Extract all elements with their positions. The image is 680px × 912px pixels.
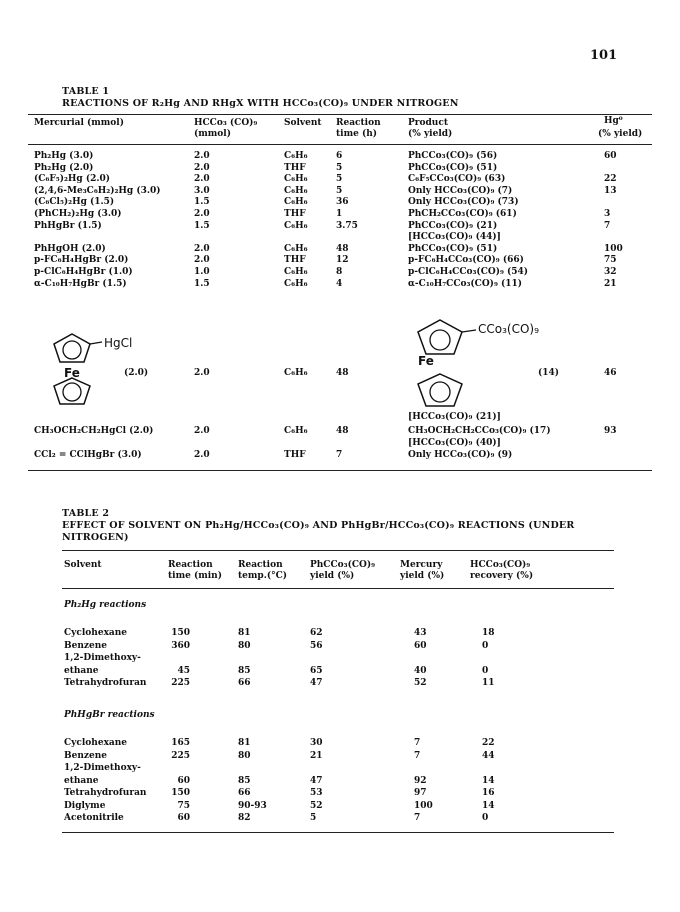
t1-r9-c5: 75 [604, 255, 617, 266]
t2b-r5-c4: 100 [414, 800, 433, 811]
table2-title-line2: NITROGEN) [62, 532, 129, 543]
t2b-r4-c2: 66 [238, 788, 251, 798]
t1-r3-c4: Only HCCo₃(CO)₉ (7) [408, 185, 513, 196]
ferrocene-yield: (14) [538, 368, 560, 378]
t2a-r4-c4: 52 [414, 678, 427, 688]
t1-h-hcco: HCCo₃ (CO)₉ [194, 118, 258, 128]
t1-tail-r2-c3: 7 [336, 450, 343, 460]
t1-tail-r0-c4: CH₃OCH₂CH₂CCo₃(CO)₉ (17) [408, 426, 551, 436]
t1-r2-c2: C₆H₆ [284, 174, 308, 185]
t2a-r0-c3: 62 [310, 628, 323, 638]
t2b-r5-c3: 52 [310, 800, 323, 811]
t2b-r4-c0: Tetrahydrofuran [64, 788, 147, 798]
t1-r11-c0: α-C₁₀H₇HgBr (1.5) [34, 278, 127, 289]
t1-r4-c0: (C₆Cl₅)₂Hg (1.5) [34, 197, 115, 208]
t2b-r3-c0: ethane [64, 775, 99, 786]
t1-r8-c5: 100 [604, 243, 623, 254]
t2a-r4-c5: 11 [482, 678, 495, 688]
t2b-r1-c4: 7 [414, 750, 421, 761]
t2b-r3-c5: 14 [482, 775, 495, 786]
t2-h-mercury: Mercury [400, 560, 443, 570]
table2-label: TABLE 2 [62, 508, 110, 519]
t2a-r0-c1: 150 [171, 628, 190, 638]
t2a-r3-c2: 85 [238, 665, 251, 676]
t1-r3-c1: 3.0 [194, 185, 210, 196]
t1-r9-c0: p-FC₆H₄HgBr (2.0) [34, 255, 129, 266]
t2b-r4-c4: 97 [414, 788, 427, 798]
table2-top-rule [62, 550, 614, 551]
t1-r0-c1: 2.0 [194, 151, 210, 161]
ferrocene-hcco: 2.0 [194, 368, 210, 378]
t2a-r1-c2: 80 [238, 640, 251, 651]
t2b-r5-c5: 14 [482, 800, 495, 811]
t2a-r0-c5: 18 [482, 628, 495, 638]
t2b-r5-c0: Diglyme [64, 800, 106, 811]
t1-h-mercurial: Mercurial (mmol) [34, 118, 124, 128]
t2a-r3-c3: 65 [310, 665, 323, 676]
t1-h-time: time (h) [336, 129, 378, 139]
t2b-r6-c1: 60 [177, 813, 190, 823]
t1-r3-c3: 5 [336, 185, 343, 196]
t1-r8-c3: 48 [336, 243, 349, 254]
t1-r2-c0: (C₆F₅)₂Hg (2.0) [34, 174, 110, 185]
t1-r11-c3: 4 [336, 278, 343, 289]
t2b-r1-c0: Benzene [64, 750, 107, 761]
t2a-r3-c1: 45 [177, 665, 190, 676]
t1-r0-c2: C₆H₆ [284, 151, 308, 161]
t2-h-temp-unit: temp.(°C) [238, 571, 288, 581]
t2b-r5-c2: 90-93 [238, 800, 267, 811]
t1-h-hg: Hg⁰ [604, 116, 623, 126]
t1-tail-r2-c4: Only HCCo₃(CO)₉ (9) [408, 450, 513, 460]
t2a-r3-c5: 0 [482, 665, 489, 676]
t2b-r5-c1: 75 [177, 800, 190, 811]
t2b-r1-c1: 225 [171, 750, 190, 761]
t1-r6-c3: 3.75 [336, 220, 358, 231]
t1-r6-c1: 1.5 [194, 220, 210, 231]
t1-r8-c0: PhHgOH (2.0) [34, 243, 106, 254]
t2b-r1-c5: 44 [482, 750, 495, 761]
t2a-r0-c2: 81 [238, 628, 251, 638]
t2a-r1-c5: 0 [482, 640, 489, 651]
t2-section-ph2hg: Ph₂Hg reactions [64, 600, 147, 610]
t1-r10-c0: p-ClC₆H₄HgBr (1.0) [34, 267, 133, 277]
t2b-r6-c2: 82 [238, 813, 251, 823]
t1-h-product: Product [408, 118, 448, 128]
t1-r11-c4: α-C₁₀H₇CCo₃(CO)₉ (11) [408, 278, 523, 289]
t1-r1-c1: 2.0 [194, 162, 210, 173]
t1-r10-c4: p-ClC₆H₄CCo₃(CO)₉ (54) [408, 267, 529, 277]
t1-r6-c0: PhHgBr (1.5) [34, 220, 102, 231]
t2a-r1-c1: 360 [171, 640, 190, 651]
t1-r1-c3: 5 [336, 162, 343, 173]
t1-r4-c1: 1.5 [194, 197, 210, 208]
t2b-r6-c3: 5 [310, 813, 317, 823]
t1-r6-c4: PhCCo₃(CO)₉ (21) [408, 220, 498, 231]
t2b-r3-c1: 60 [177, 775, 190, 786]
t1-r6-c2: C₆H₆ [284, 220, 308, 231]
t1-h-hg-yield: (% yield) [598, 129, 643, 139]
table1-title: REACTIONS OF R₂Hg AND RHgX WITH HCCo₃(CO)₉ UNDER NITROGEN [62, 98, 459, 109]
t2-h-solvent: Solvent [64, 560, 102, 570]
t1-tail-r1-c4: [HCCo₃(CO)₉ (40)] [408, 438, 501, 448]
t1-r4-c3: 36 [336, 197, 349, 208]
ferrocene-hgcl-label: HgCl [104, 336, 133, 350]
t2a-r2-c0: 1,2-Dimethoxy- [64, 653, 141, 663]
t1-r9-c2: THF [284, 255, 306, 266]
t2-h-mercury-yield: yield (%) [400, 571, 445, 581]
t1-r2-c3: 5 [336, 174, 343, 185]
ferrocene-mmol: (2.0) [124, 368, 149, 378]
t1-r5-c4: PhCH₂CCo₃(CO)₉ (61) [408, 209, 517, 219]
table1-bottom-rule [28, 470, 652, 471]
t2-h-reaction-temp: Reaction [238, 560, 283, 570]
t1-r4-c4: Only HCCo₃(CO)₉ (73) [408, 197, 519, 208]
t2b-r6-c0: Acetonitrile [64, 813, 124, 823]
t2b-r1-c3: 21 [310, 750, 323, 761]
t1-r11-c1: 1.5 [194, 278, 210, 289]
ferrocene-time: 48 [336, 368, 349, 378]
t2a-r0-c4: 43 [414, 628, 427, 638]
t1-r0-c0: Ph₂Hg (3.0) [34, 151, 94, 161]
t1-r8-c1: 2.0 [194, 243, 210, 254]
t1-r2-c1: 2.0 [194, 174, 210, 185]
ferrocene-recovery: [HCCo₃(CO)₉ (21)] [408, 412, 501, 422]
t1-r9-c3: 12 [336, 255, 349, 266]
t2a-r1-c3: 56 [310, 640, 323, 651]
t1-h-yield: (% yield) [408, 129, 453, 139]
t1-tail-r2-c2: THF [284, 450, 306, 460]
t2b-r0-c2: 81 [238, 738, 251, 748]
t1-tail-r0-c5: 93 [604, 426, 617, 436]
t1-r11-c5: 21 [604, 278, 617, 289]
t2b-r3-c4: 92 [414, 775, 427, 786]
t2b-r0-c3: 30 [310, 738, 323, 748]
t1-r5-c0: (PhCH₂)₂Hg (3.0) [34, 209, 122, 219]
t1-r8-c2: C₆H₆ [284, 243, 308, 254]
t2a-r4-c3: 47 [310, 678, 323, 688]
t1-h-reaction: Reaction [336, 118, 381, 128]
ferrocene-solvent: C₆H₆ [284, 368, 308, 378]
table2-bottom-rule [62, 832, 614, 833]
t1-tail-r2-c0: CCl₂ = CClHgBr (3.0) [34, 450, 142, 460]
t2b-r3-c3: 47 [310, 775, 323, 786]
table2-title-line1: EFFECT OF SOLVENT ON Ph₂Hg/HCCo₃(CO)₉ AND PhHgBr/HCCo₃(CO)₉ REACTIONS (UNDER [62, 520, 575, 531]
t2-h-recovery: recovery (%) [470, 571, 534, 581]
t2-h-phcco-yield: yield (%) [310, 571, 355, 581]
t2a-r0-c0: Cyclohexane [64, 628, 128, 638]
t1-r2-c5: 22 [604, 174, 617, 185]
t2b-r3-c2: 85 [238, 775, 251, 786]
t1-r5-c1: 2.0 [194, 209, 210, 219]
t1-r1-c4: PhCCo₃(CO)₉ (51) [408, 162, 498, 173]
t1-r6-c5: 7 [604, 220, 611, 231]
t1-h-hcco-unit: (mmol) [194, 129, 231, 139]
table1-header-rule [28, 144, 652, 145]
table2-header-rule [62, 588, 614, 589]
table1-top-rule [28, 114, 652, 115]
table1-label: TABLE 1 [62, 86, 110, 97]
t1-r0-c3: 6 [336, 151, 343, 161]
t1-r10-c5: 32 [604, 267, 617, 277]
t2b-r1-c2: 80 [238, 750, 251, 761]
t2-h-hcco: HCCo₃(CO)₉ [470, 560, 531, 570]
t2a-r4-c0: Tetrahydrofuran [64, 678, 147, 688]
t1-tail-r0-c0: CH₃OCH₂CH₂HgCl (2.0) [34, 426, 154, 436]
t2b-r4-c3: 53 [310, 788, 323, 798]
t1-r2-c4: C₆F₅CCo₃(CO)₉ (63) [408, 174, 506, 185]
t1-r1-c2: THF [284, 162, 306, 173]
t2b-r4-c5: 16 [482, 788, 495, 798]
t1-r3-c5: 13 [604, 185, 617, 196]
t1-r10-c3: 8 [336, 267, 343, 277]
t1-r4-c2: C₆H₆ [284, 197, 308, 208]
t2a-r4-c2: 66 [238, 678, 251, 688]
t2b-r6-c4: 7 [414, 813, 421, 823]
t1-r8-c4: PhCCo₃(CO)₉ (51) [408, 243, 498, 254]
t2a-r3-c4: 40 [414, 665, 427, 676]
t1-r0-c4: PhCCo₃(CO)₉ (56) [408, 151, 498, 161]
t1-tail-r2-c1: 2.0 [194, 450, 210, 460]
t1-r5-c3: 1 [336, 209, 343, 219]
ferrocene-product-fe: Fe [418, 354, 434, 368]
page-number: 101 [590, 48, 618, 63]
t1-r9-c4: p-FC₆H₄CCo₃(CO)₉ (66) [408, 255, 524, 266]
t1-r3-c0: (2,4,6-Me₃C₆H₂)₂Hg (3.0) [34, 185, 161, 196]
t1-r10-c2: C₆H₆ [284, 267, 308, 277]
t2b-r0-c0: Cyclohexane [64, 738, 128, 748]
t2b-r4-c1: 150 [171, 788, 190, 798]
t1-tail-r0-c2: C₆H₆ [284, 426, 308, 436]
t2a-r1-c0: Benzene [64, 640, 107, 651]
t2-h-time-unit: time (min) [168, 571, 222, 581]
t2-h-phcco: PhCCo₃(CO)₉ [310, 560, 376, 570]
t2b-r0-c5: 22 [482, 738, 495, 748]
t1-h-solvent: Solvent [284, 118, 322, 128]
ferrocene-fe-label: Fe [64, 366, 80, 380]
t2b-r0-c1: 165 [171, 738, 190, 748]
t2-h-reaction-time: Reaction [168, 560, 213, 570]
t1-r10-c1: 1.0 [194, 267, 210, 277]
t1-r1-c0: Ph₂Hg (2.0) [34, 162, 94, 173]
t2a-r1-c4: 60 [414, 640, 427, 651]
t1-r5-c2: THF [284, 209, 306, 219]
t1-r0-c5: 60 [604, 151, 617, 161]
t2b-r0-c4: 7 [414, 738, 421, 748]
t1-r9-c1: 2.0 [194, 255, 210, 266]
t1-r11-c2: C₆H₆ [284, 278, 308, 289]
t1-r3-c2: C₆H₆ [284, 185, 308, 196]
t2-section-phhgbr: PhHgBr reactions [64, 710, 155, 720]
ferrocene-product-group: CCo₃(CO)₉ [478, 322, 539, 336]
t1-r5-c5: 3 [604, 209, 611, 219]
ferrocene-mercurial-structure [44, 322, 154, 412]
t1-tail-r0-c3: 48 [336, 426, 349, 436]
t2a-r4-c1: 225 [171, 678, 190, 688]
t2b-r2-c0: 1,2-Dimethoxy- [64, 763, 141, 773]
t2a-r3-c0: ethane [64, 665, 99, 676]
t1-r7-c4: [HCCo₃(CO)₉ (44)] [408, 232, 501, 243]
ferrocene-hg: 46 [604, 368, 617, 378]
t2b-r6-c5: 0 [482, 813, 489, 823]
t1-tail-r0-c1: 2.0 [194, 426, 210, 436]
